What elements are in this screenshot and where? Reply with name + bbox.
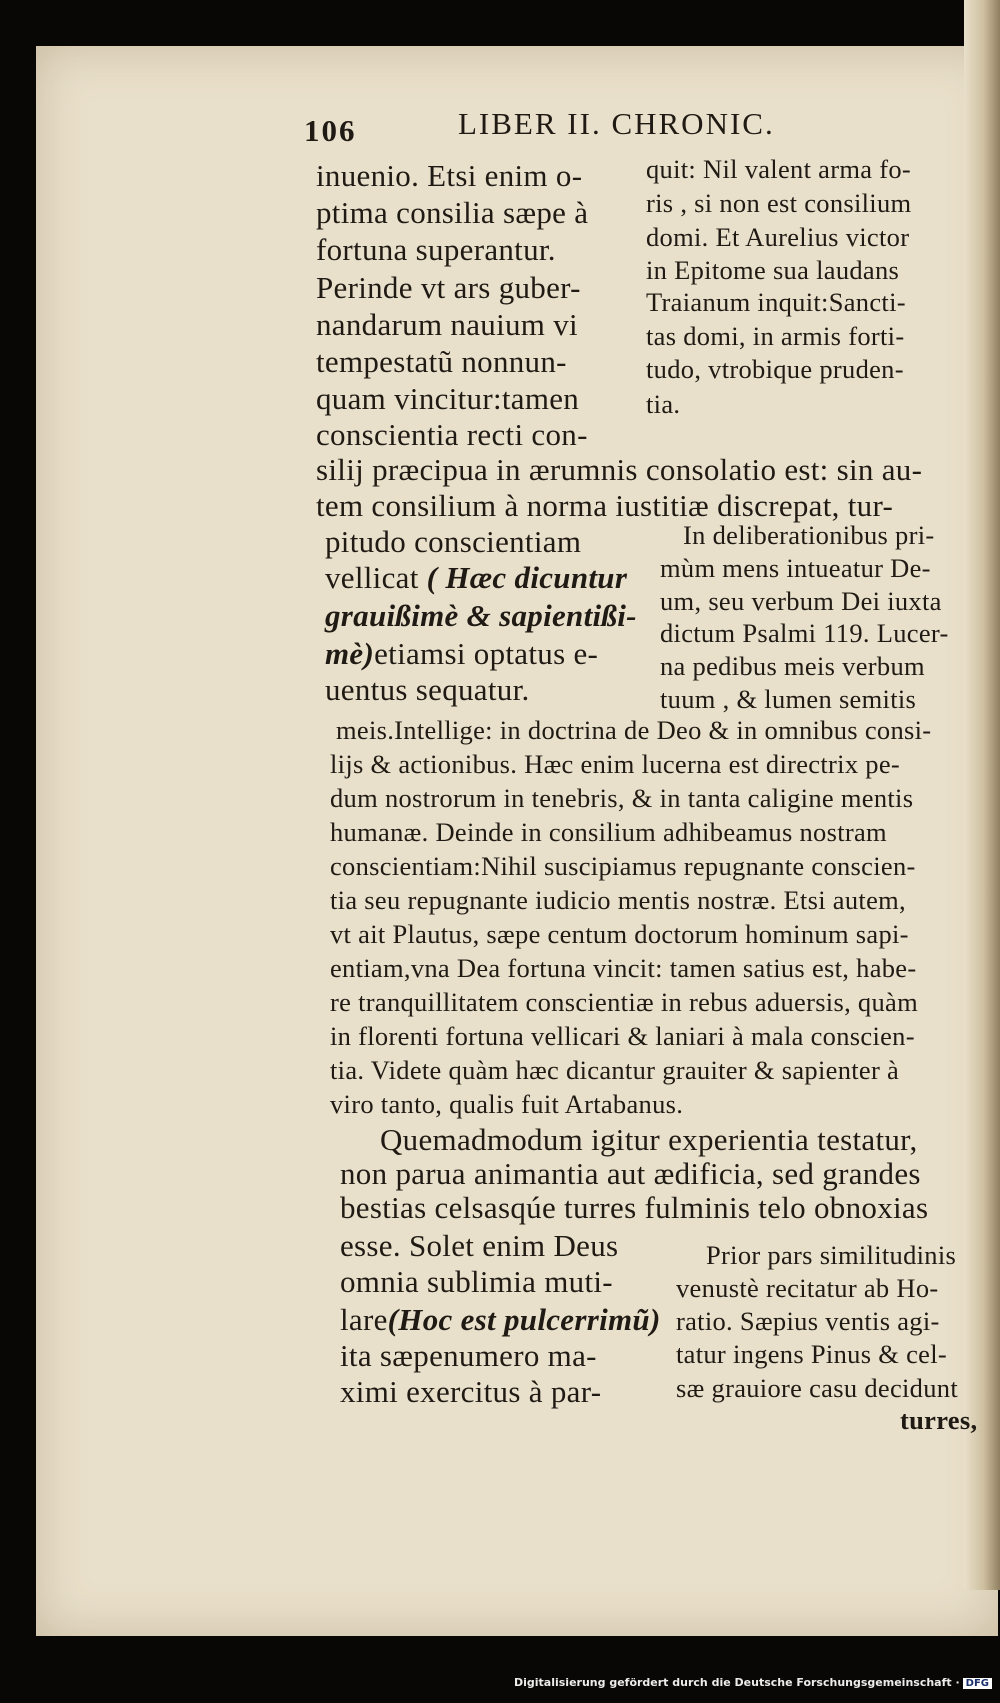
text-line: tudo, vtrobique pruden- [646,354,904,384]
text-line: In deliberationibus pri- [683,520,935,550]
text-line: um, seu verbum Dei iuxta [660,586,942,616]
text-line: tuum , & lumen semitis [660,684,917,714]
text-line: domi. Et Aurelius victor [646,222,910,252]
text-line: fortuna superantur. [316,232,556,267]
italic-aside: mè) [325,636,375,671]
text-line: inuenio. Etsi enim o- [316,158,583,193]
text-line: tia. [646,389,681,419]
text-line: ximi exercitus à par- [340,1374,602,1409]
text-span: vellicat [325,560,419,595]
text-line: tia. Videte quàm hæc dicantur grauiter & sapienter à [330,1055,900,1085]
text-line [325,560,627,596]
text-line: humanæ. Deinde in consilium adhibeamus nostram [330,817,887,847]
text-line: Traianum inquit:Sancti- [646,287,906,317]
text-line: non parua animantia aut ædificia, sed grandes [340,1156,921,1191]
text-line: lijs & actionibus. Hæc enim lucerna est directrix pe- [330,749,901,779]
text-line: dictum Psalmi 119. Lucer- [660,618,949,648]
text-line: tem consilium à norma iustitiæ discrepat, tur- [316,488,894,523]
text-line: ptima consilia sæpe à [316,195,589,230]
text-line: Quemadmodum igitur experientia testatur, [380,1122,918,1157]
text-line: tempestatũ nonnun- [316,344,567,379]
text-line: entiam,vna Dea fortuna vincit: tamen satius est, habe- [330,953,917,983]
text-line: re tranquillitatem conscientiæ in rebus aduersis, quàm [330,987,919,1017]
text-line: meis.Intellige: in doctrina de Deo & in omnibus consi- [336,715,932,745]
text-line: ris , si non est consilium [646,188,912,218]
running-title: LIBER II. CHRONIC. [458,106,775,141]
text-line: conscientia recti con- [316,417,588,452]
digitization-credit [514,1676,992,1689]
text-line: turres, [900,1405,978,1435]
text-line: pitudo conscientiam [325,524,582,559]
text-line: silij præcipua in ærumnis consolatio est: sin au- [316,452,923,487]
text-line: quit: Nil valent arma fo- [646,154,912,184]
text-line [340,1302,661,1338]
text-line: uentus sequatur. [325,672,530,707]
text-line: bestias celsasqúe turres fulminis telo obnoxias [340,1190,929,1225]
italic-aside: (Hoc est pulcerrimũ) [387,1302,661,1337]
credit-text: Digitalisierung gefördert durch die Deutsche Forschungsgemeinschaft · [513,1676,960,1689]
text-line: ita sæpenumero ma- [340,1338,597,1373]
text-line: mùm mens intueatur De- [660,553,931,583]
text-span: lare [340,1302,388,1337]
text-span: etiamsi optatus e- [374,636,599,671]
italic-aside: grauißimè & sapientißi- [325,598,637,633]
page-edge-shadow [964,0,1000,1590]
text-line: sæ grauiore casu decidunt [676,1373,958,1403]
text-line: viro tanto, qualis fuit Artabanus. [330,1089,684,1119]
text-line: na pedibus meis verbum [660,651,925,681]
page-number: 106 [304,113,357,148]
italic-aside: ( Hæc dicuntur [426,560,628,595]
text-line: in Epitome sua laudans [646,255,900,285]
text-line: conscientiam:Nihil suscipiamus repugnante conscien- [330,851,916,881]
text-line: dum nostrorum in tenebris, & in tanta caligine mentis [330,783,914,813]
text-line: ratio. Sæpius ventis agi- [676,1306,940,1336]
text-line: tas domi, in armis forti- [646,321,905,351]
text-line: vt ait Plautus, sæpe centum doctorum hominum sapi- [330,919,909,949]
text-line: nandarum nauium vi [316,307,578,342]
text-line: omnia sublimia muti- [340,1264,613,1299]
text-line: esse. Solet enim Deus [340,1228,619,1263]
text-line: in florenti fortuna vellicari & laniari à mala conscien- [330,1021,915,1051]
text-line: venustè recitatur ab Ho- [676,1273,939,1303]
text-line: Perinde vt ars guber- [316,270,581,305]
text-line: tatur ingens Pinus & cel- [676,1339,947,1369]
text-line: tia seu repugnante iudicio mentis nostræ. Etsi autem, [330,885,906,915]
dfg-logo: DFG [963,1678,992,1689]
text-line: quam vincitur:tamen [316,381,580,416]
text-line: Prior pars similitudinis [706,1240,957,1270]
text-line [325,636,598,672]
